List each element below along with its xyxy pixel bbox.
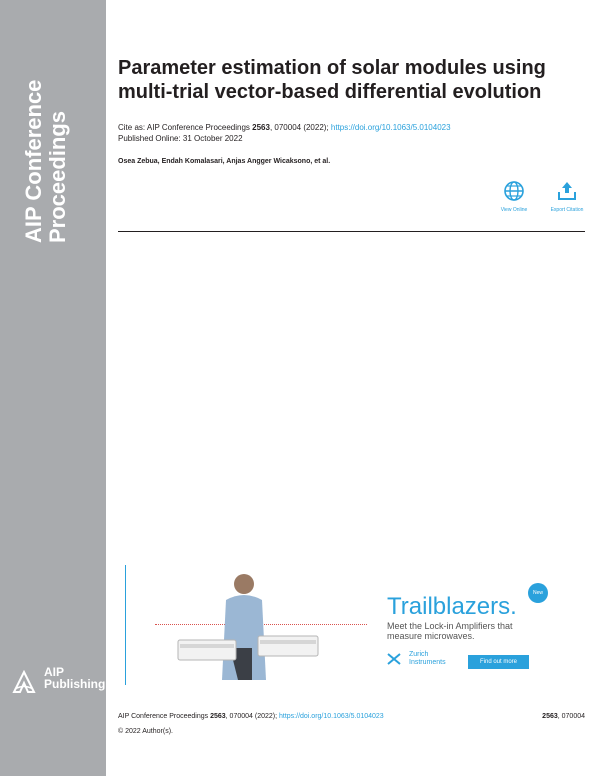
globe-icon [503, 180, 525, 202]
publisher-name-line1: AIP [44, 665, 65, 679]
ad-person-with-instruments-image [170, 570, 350, 680]
footer-citation: AIP Conference Proceedings 2563, 070004 (2022); https://doi.org/10.1063/5.0104023 [118, 713, 384, 720]
ad-new-badge: New [528, 583, 548, 603]
publisher-name-line2: Publishing [44, 677, 106, 691]
footer-page-reference: 2563, 070004 [542, 713, 585, 720]
ad-brand-line1: Zurich [409, 651, 429, 658]
advertisement-banner[interactable] [125, 565, 565, 685]
find-out-more-button[interactable]: Find out more [468, 655, 529, 669]
ad-brand [387, 651, 477, 667]
zurich-instruments-logo-icon [387, 653, 401, 665]
view-online-button[interactable] [489, 180, 539, 213]
export-citation-label: Export Citation [550, 207, 584, 213]
copyright-notice: © 2022 Author(s). [118, 728, 173, 735]
doi-link[interactable]: https://doi.org/10.1063/5.0104023 [330, 123, 451, 132]
publisher-logo [12, 666, 104, 698]
citation-block [118, 122, 588, 144]
aip-logo-icon [12, 670, 36, 694]
view-online-label: View Online [500, 207, 528, 213]
article-title: Parameter estimation of solar modules using multi-trial vector-based differential evolution [118, 57, 546, 103]
published-date: Published Online: 31 October 2022 [118, 134, 243, 143]
author-list: Osea Zebua, Endah Komalasari, Anjas Angger Wicaksono, et al. [118, 158, 331, 165]
ad-border-line [125, 565, 126, 685]
ad-headline: Trailblazers. [387, 593, 517, 620]
journal-sidebar [0, 0, 106, 776]
export-icon [556, 180, 578, 202]
export-citation-button[interactable] [542, 180, 592, 213]
ad-subheadline: Meet the Lock-in Amplifiers that measure microwaves. [387, 621, 513, 641]
ad-brand-line2: Instruments [409, 659, 446, 666]
journal-title: AIP Conference Proceedings [21, 79, 70, 243]
cite-as: Cite as: AIP Conference Proceedings 2563, 070004 (2022); https://doi.org/10.1063/5.0104023 [118, 123, 451, 132]
header-divider [118, 231, 585, 232]
footer-doi-link[interactable]: https://doi.org/10.1063/5.0104023 [279, 713, 384, 720]
